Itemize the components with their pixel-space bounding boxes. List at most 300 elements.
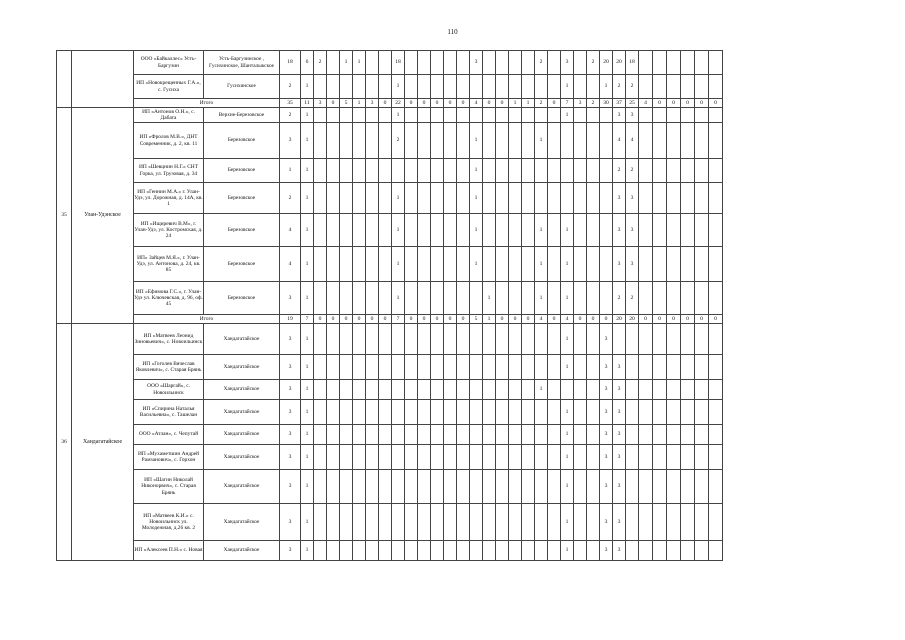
total-value-cell: 0 [681, 315, 695, 324]
value-cell [681, 504, 695, 541]
value-cell [366, 282, 379, 315]
table-row [57, 108, 723, 123]
value-cell: 3 [600, 504, 613, 541]
value-cell: 3 [626, 247, 639, 282]
value-cell: 2 [626, 159, 639, 183]
value-cell [340, 108, 353, 123]
value-cell [457, 247, 470, 282]
value-cell [574, 159, 587, 183]
value-cell [457, 400, 470, 425]
value-cell: 1 [301, 183, 314, 214]
value-cell: 1 [561, 541, 574, 561]
table-row [57, 159, 723, 183]
total-value-cell: 0 [496, 99, 509, 108]
value-cell [639, 282, 653, 315]
value-cell [695, 445, 709, 470]
value-cell [405, 159, 418, 183]
value-cell: 1 [561, 282, 574, 315]
value-cell [470, 445, 483, 470]
value-cell [392, 541, 405, 561]
value-cell [587, 282, 600, 315]
value-cell [587, 247, 600, 282]
value-cell [667, 470, 681, 504]
value-cell [340, 324, 353, 355]
value-cell [587, 355, 600, 380]
value-cell [340, 541, 353, 561]
value-cell [496, 123, 509, 159]
value-cell [444, 123, 457, 159]
value-cell [509, 282, 522, 315]
value-cell [496, 355, 509, 380]
value-cell [667, 504, 681, 541]
value-cell: 1 [353, 51, 366, 75]
user-name-cell: ИП «Новокрещенных Г.А.», с. Гусиха [134, 75, 204, 99]
value-cell [314, 282, 327, 315]
value-cell [314, 247, 327, 282]
value-cell [327, 504, 340, 541]
value-cell [709, 214, 723, 247]
value-cell [574, 400, 587, 425]
value-cell: 3 [613, 541, 626, 561]
total-value-cell: 0 [509, 315, 522, 324]
value-cell: 3 [280, 355, 301, 380]
value-cell: 1 [301, 425, 314, 445]
user-name-cell: ИП «Шевцнин Н.Г.» СНТ Горка, ул. Грузовая, д. 34 [134, 159, 204, 183]
value-cell [431, 75, 444, 99]
table-row [57, 282, 723, 315]
municipality-cell: Хандагатайское [204, 400, 280, 425]
value-cell [470, 108, 483, 123]
value-cell [509, 541, 522, 561]
value-cell [681, 282, 695, 315]
value-cell [626, 425, 639, 445]
value-cell: 4 [613, 123, 626, 159]
value-cell [639, 445, 653, 470]
district-number-cell: 35 [57, 108, 72, 324]
value-cell [587, 425, 600, 445]
value-cell [340, 75, 353, 99]
value-cell [587, 75, 600, 99]
value-cell [327, 214, 340, 247]
value-cell [392, 400, 405, 425]
value-cell [496, 324, 509, 355]
total-value-cell: 22 [392, 99, 405, 108]
value-cell [600, 183, 613, 214]
value-cell [483, 470, 496, 504]
value-cell [548, 541, 561, 561]
total-value-cell: 0 [483, 99, 496, 108]
value-cell [709, 324, 723, 355]
value-cell [681, 214, 695, 247]
total-value-cell: 0 [496, 315, 509, 324]
value-cell [418, 380, 431, 400]
value-cell [535, 108, 548, 123]
value-cell [340, 247, 353, 282]
table-row [57, 214, 723, 247]
value-cell: 20 [600, 51, 613, 75]
municipality-cell: Хандагатайское [204, 380, 280, 400]
value-cell [327, 380, 340, 400]
value-cell [366, 504, 379, 541]
table-row [57, 355, 723, 380]
total-value-cell: 0 [457, 315, 470, 324]
value-cell [639, 400, 653, 425]
value-cell: 3 [613, 214, 626, 247]
value-cell [379, 123, 392, 159]
value-cell: 3 [561, 51, 574, 75]
value-cell [695, 247, 709, 282]
value-cell: 6 [301, 51, 314, 75]
value-cell [444, 400, 457, 425]
value-cell [470, 425, 483, 445]
total-value-cell: 1 [353, 99, 366, 108]
value-cell [470, 400, 483, 425]
value-cell [509, 504, 522, 541]
value-cell: 2 [280, 75, 301, 99]
value-cell [653, 282, 667, 315]
value-cell [353, 214, 366, 247]
value-cell [574, 214, 587, 247]
value-cell [522, 380, 535, 400]
value-cell [457, 159, 470, 183]
table-row [57, 324, 723, 355]
total-value-cell: 0 [522, 315, 535, 324]
value-cell [353, 75, 366, 99]
value-cell [709, 159, 723, 183]
value-cell [574, 445, 587, 470]
value-cell [379, 214, 392, 247]
value-cell: 1 [470, 214, 483, 247]
value-cell [457, 425, 470, 445]
value-cell [392, 324, 405, 355]
municipality-cell: Березовское [204, 282, 280, 315]
value-cell [314, 214, 327, 247]
value-cell [626, 324, 639, 355]
value-cell [483, 183, 496, 214]
value-cell: 1 [301, 470, 314, 504]
value-cell [548, 400, 561, 425]
value-cell [535, 400, 548, 425]
value-cell [431, 282, 444, 315]
value-cell [496, 380, 509, 400]
value-cell [509, 51, 522, 75]
value-cell [496, 214, 509, 247]
value-cell [574, 380, 587, 400]
value-cell: 3 [280, 400, 301, 425]
value-cell [405, 123, 418, 159]
value-cell [470, 380, 483, 400]
value-cell [653, 400, 667, 425]
value-cell [587, 159, 600, 183]
value-cell [353, 380, 366, 400]
value-cell [327, 355, 340, 380]
value-cell [366, 324, 379, 355]
total-row [57, 99, 723, 108]
value-cell [314, 355, 327, 380]
total-value-cell: 0 [366, 315, 379, 324]
value-cell [431, 445, 444, 470]
value-cell [431, 51, 444, 75]
value-cell [587, 108, 600, 123]
total-value-cell: 0 [418, 99, 431, 108]
value-cell [483, 247, 496, 282]
value-cell [418, 183, 431, 214]
value-cell [639, 425, 653, 445]
value-cell [483, 159, 496, 183]
value-cell: 1 [535, 380, 548, 400]
value-cell [695, 425, 709, 445]
total-value-cell: 0 [574, 315, 587, 324]
value-cell [653, 123, 667, 159]
value-cell [626, 470, 639, 504]
value-cell: 1 [470, 123, 483, 159]
value-cell: 1 [301, 445, 314, 470]
value-cell [457, 183, 470, 214]
value-cell [470, 470, 483, 504]
total-value-cell: 3 [574, 99, 587, 108]
total-value-cell: 19 [280, 315, 301, 324]
district-number-cell: 36 [57, 324, 72, 561]
value-cell [444, 470, 457, 504]
value-cell: 2 [280, 108, 301, 123]
total-value-cell: 3 [314, 99, 327, 108]
value-cell [314, 400, 327, 425]
value-cell [405, 445, 418, 470]
value-cell: 2 [613, 282, 626, 315]
value-cell [535, 541, 548, 561]
value-cell [405, 247, 418, 282]
value-cell [709, 123, 723, 159]
total-value-cell: 0 [639, 315, 653, 324]
value-cell [667, 400, 681, 425]
value-cell [483, 541, 496, 561]
total-value-cell: 0 [653, 315, 667, 324]
value-cell [379, 541, 392, 561]
value-cell [418, 400, 431, 425]
value-cell [314, 159, 327, 183]
value-cell [405, 355, 418, 380]
value-cell: 2 [626, 75, 639, 99]
value-cell [709, 541, 723, 561]
value-cell [548, 247, 561, 282]
total-value-cell: 0 [405, 99, 418, 108]
value-cell [548, 108, 561, 123]
value-cell [314, 380, 327, 400]
municipality-cell: Хандагатайское [204, 324, 280, 355]
value-cell [496, 108, 509, 123]
value-cell [695, 108, 709, 123]
value-cell [340, 355, 353, 380]
value-cell [548, 214, 561, 247]
value-cell [431, 214, 444, 247]
value-cell [496, 247, 509, 282]
value-cell [639, 51, 653, 75]
table-row [57, 247, 723, 282]
user-name-cell: ИП» Зайцев М.Я.», г. Улан-Удэ, ул. Антонова, д. 24, кв. 85 [134, 247, 204, 282]
value-cell [667, 51, 681, 75]
value-cell [405, 282, 418, 315]
value-cell [522, 214, 535, 247]
value-cell [366, 247, 379, 282]
value-cell [392, 445, 405, 470]
total-value-cell: 0 [340, 315, 353, 324]
value-cell [667, 108, 681, 123]
value-cell [483, 51, 496, 75]
value-cell [574, 324, 587, 355]
value-cell [379, 355, 392, 380]
value-cell: 3 [600, 425, 613, 445]
value-cell [457, 541, 470, 561]
value-cell [709, 504, 723, 541]
value-cell [392, 425, 405, 445]
value-cell: 1 [535, 123, 548, 159]
value-cell: 3 [280, 425, 301, 445]
value-cell [653, 214, 667, 247]
value-cell [535, 75, 548, 99]
value-cell [340, 504, 353, 541]
value-cell [535, 324, 548, 355]
value-cell [379, 282, 392, 315]
value-cell: 1 [561, 355, 574, 380]
total-value-cell: 0 [418, 315, 431, 324]
value-cell [379, 247, 392, 282]
value-cell: 3 [613, 247, 626, 282]
value-cell [366, 214, 379, 247]
value-cell [548, 324, 561, 355]
user-name-cell: ООО «Шаргай», с. Новоильинск [134, 380, 204, 400]
value-cell [418, 75, 431, 99]
value-cell [483, 75, 496, 99]
value-cell [587, 214, 600, 247]
value-cell [695, 380, 709, 400]
value-cell [314, 470, 327, 504]
value-cell [667, 75, 681, 99]
value-cell [522, 159, 535, 183]
value-cell [695, 214, 709, 247]
value-cell: 3 [613, 355, 626, 380]
value-cell [509, 445, 522, 470]
value-cell [626, 541, 639, 561]
total-value-cell: 4 [639, 99, 653, 108]
value-cell [653, 108, 667, 123]
value-cell [314, 324, 327, 355]
user-name-cell: ООО «Атлан», с. Чепутай [134, 425, 204, 445]
total-value-cell: 0 [695, 315, 709, 324]
value-cell [681, 247, 695, 282]
value-cell [695, 324, 709, 355]
value-cell: 18 [280, 51, 301, 75]
value-cell [667, 282, 681, 315]
value-cell [444, 75, 457, 99]
municipality-cell: Усть-Баргузинское , Гусихинское, Шанталыкское [204, 51, 280, 75]
value-cell [405, 183, 418, 214]
value-cell [522, 355, 535, 380]
value-cell: 3 [626, 108, 639, 123]
value-cell: 3 [613, 425, 626, 445]
total-value-cell: 20 [613, 315, 626, 324]
municipality-cell: Хандагатайское [204, 504, 280, 541]
value-cell: 3 [613, 445, 626, 470]
total-label-cell: Итого [134, 99, 280, 108]
registry-table [56, 50, 723, 561]
value-cell: 18 [626, 51, 639, 75]
value-cell [418, 214, 431, 247]
value-cell: 3 [613, 504, 626, 541]
total-value-cell: 0 [709, 99, 723, 108]
total-value-cell: 30 [600, 99, 613, 108]
value-cell: 3 [280, 541, 301, 561]
value-cell [405, 214, 418, 247]
table-row [57, 541, 723, 561]
value-cell [600, 123, 613, 159]
value-cell [444, 355, 457, 380]
value-cell [444, 183, 457, 214]
value-cell [509, 159, 522, 183]
value-cell: 3 [280, 470, 301, 504]
value-cell [681, 380, 695, 400]
value-cell [379, 445, 392, 470]
value-cell [535, 159, 548, 183]
value-cell: 1 [561, 75, 574, 99]
value-cell [509, 470, 522, 504]
value-cell [327, 400, 340, 425]
value-cell [681, 51, 695, 75]
value-cell [574, 75, 587, 99]
total-label-cell: Итого [134, 315, 280, 324]
value-cell: 1 [483, 282, 496, 315]
user-name-cell: ИП «Ефимова Г.С.», г. Улан-Удэ ул. Ключевская, д. 96, оф. 45 [134, 282, 204, 315]
value-cell [431, 108, 444, 123]
value-cell [639, 214, 653, 247]
value-cell [353, 504, 366, 541]
value-cell [327, 51, 340, 75]
value-cell [667, 355, 681, 380]
value-cell [431, 541, 444, 561]
value-cell: 1 [470, 247, 483, 282]
value-cell [353, 400, 366, 425]
value-cell [587, 541, 600, 561]
value-cell: 1 [535, 214, 548, 247]
value-cell: 4 [280, 247, 301, 282]
value-cell: 1 [561, 400, 574, 425]
value-cell: 1 [561, 504, 574, 541]
value-cell [681, 445, 695, 470]
value-cell: 18 [392, 51, 405, 75]
total-value-cell: 7 [301, 315, 314, 324]
value-cell: 1 [301, 541, 314, 561]
value-cell [366, 355, 379, 380]
value-cell [457, 282, 470, 315]
value-cell: 3 [280, 504, 301, 541]
value-cell [470, 75, 483, 99]
value-cell [535, 470, 548, 504]
value-cell: 3 [613, 108, 626, 123]
value-cell [709, 282, 723, 315]
value-cell [639, 504, 653, 541]
user-name-cell: ИП «Гоголев Вячеслав Яковлевич», с. Старая Брянь [134, 355, 204, 380]
value-cell [496, 504, 509, 541]
value-cell [340, 183, 353, 214]
value-cell [653, 159, 667, 183]
value-cell [327, 75, 340, 99]
value-cell [379, 75, 392, 99]
page-number: 110 [447, 28, 458, 36]
value-cell: 1 [301, 380, 314, 400]
value-cell: 1 [280, 159, 301, 183]
value-cell: 2 [613, 75, 626, 99]
value-cell: 3 [626, 214, 639, 247]
total-value-cell: 0 [548, 315, 561, 324]
